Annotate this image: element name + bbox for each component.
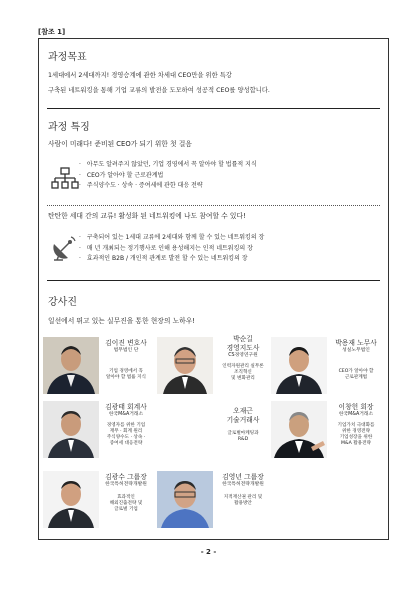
objectives-line-2: 구축된 네트워킹을 통해 기업 교류의 발전을 도모하여 성공적 CEO를 양성합니다. (48, 87, 270, 94)
lecturer-title: 기술거래사 (226, 416, 260, 424)
objectives-line-1: 1세대에서 2세대까지! 경영승계에 관한 차세대 CEO만을 위한 특강 (48, 72, 232, 79)
lecturer-desc: 기업가치 극대화를 (337, 422, 375, 428)
lecturer-org: 법무법인 단 (113, 348, 139, 353)
lecturer-desc: 글로벌 기업 (114, 506, 138, 512)
section-divider (47, 280, 380, 281)
features-block2-title: 탄탄한 세대 간의 교류! 활성화 된 네트워킹에 나도 참여할 수 있다! (48, 212, 246, 220)
lecturer-name: 김이진 변호사 (105, 339, 147, 347)
lecturers-subtitle: 일선에서 뛰고 있는 실무진을 통한 현장의 노하우! (48, 317, 196, 325)
lecturer-info (99, 473, 153, 513)
lecturer-photo (43, 471, 99, 528)
lecturer-name: 김영년 그룹장 (222, 473, 264, 481)
lecturer-photo (271, 337, 327, 394)
lecturer-name: 박순길 (233, 335, 253, 343)
lecturer-desc: 효과적인 (117, 494, 135, 500)
lecturer-org: 한국특허전략개발원 (222, 482, 264, 487)
list-item: · CEO가 알아야 할 근로관계법 (79, 171, 257, 182)
lecturer-desc: 활용방안 (234, 500, 252, 506)
lecturer-desc: 주식양수도 · 상속 · (106, 434, 146, 440)
content-frame (38, 38, 389, 540)
lecturer-desc: 조직혁신 (234, 369, 252, 375)
lecturer-desc: 증여세 대응전략 (109, 441, 143, 447)
features-heading: 과정 특징 (48, 122, 90, 133)
lecturer-info (216, 407, 270, 443)
lecturer-desc: 지적재산권 관리 및 (223, 494, 263, 500)
lecturer-desc: 기업 경영에서 꼭 (109, 368, 143, 374)
lecturer-desc: 및 변화관리 (231, 375, 255, 381)
lecturer-info (99, 339, 153, 381)
lecturer-desc: R&D (237, 437, 249, 443)
lecturer-photo (157, 337, 213, 394)
lecturer-org: 성실노무법인 (342, 348, 370, 353)
page-number: - 2 - (200, 548, 217, 556)
list-item: · 주식양수도 · 상속 · 증여세에 관한 대응 전략 (79, 181, 257, 192)
lecturer-photo (43, 401, 99, 458)
lecturer-desc: 경영자를 위한 기업 (106, 422, 146, 428)
lecturer-desc: 인력자원관리 실무론 (222, 363, 264, 369)
lecturer-name: 김광수 그룹장 (105, 473, 147, 481)
lecturer-name: 오재근 (233, 407, 253, 415)
list-item: · 효과적인 B2B / 개인적 관계로 발전 할 수 있는 네트워킹의 장 (79, 254, 264, 265)
lecturer-info (329, 403, 383, 447)
lecturer-desc: 위한 경영전략 (341, 428, 371, 434)
list-item: · 구축되어 있는 1세대 교류에 2세대와 함께 할 수 있는 네트워킹의 장 (79, 233, 264, 244)
features-block1-list (79, 160, 257, 192)
satellite-dish-icon (51, 235, 77, 261)
lecturer-name: 이창헌 회장 (338, 403, 374, 411)
lecturer-info (329, 339, 383, 381)
org-chart-icon (51, 167, 79, 191)
lecturer-desc: 글로벌마케팅과 (227, 431, 259, 436)
lecturer-desc: CEO가 알아야 할 (338, 368, 374, 374)
lecturer-org: 한국M&A거래소 (108, 412, 144, 417)
lecturer-name: 박용재 노무사 (335, 339, 377, 347)
features-block1-title: 사람이 미래다! 준비된 CEO가 되기 위한 첫 걸음 (48, 140, 192, 148)
lecturer-info (216, 473, 270, 507)
reference-label: [참조 1] (38, 28, 66, 36)
lecturers-heading: 강사진 (48, 297, 77, 308)
lecturer-info (216, 335, 270, 382)
lecturer-name: 김광태 회계사 (105, 403, 147, 411)
lecturer-info (99, 403, 153, 447)
section-divider (47, 108, 380, 109)
lecturer-title: 경영지도사 (226, 344, 260, 352)
features-block2-list (79, 233, 264, 265)
lecturer-desc: 재무 · 회계 원리 (109, 428, 143, 434)
list-item: · 매 년 개최되는 정기행사로 인해 용성해지는 인적 네트워킹의 장 (79, 244, 264, 255)
lecturer-org: 한국특허전략개발원 (105, 482, 147, 487)
lecturer-desc: 기업성장을 위한 (339, 434, 373, 440)
lecturer-org: 한국M&A거래소 (338, 412, 374, 417)
lecturer-photo (157, 471, 213, 528)
objectives-heading: 과정목표 (48, 52, 87, 63)
lecturer-desc: 해외진출전략 및 (109, 500, 143, 506)
lecturer-desc: 근로관계법 (344, 374, 368, 380)
list-item: · 아무도 알려주지 않았던, 기업 경영에서 꼭 알아야 할 법률적 지식 (79, 160, 257, 171)
lecturer-photo (43, 337, 99, 394)
lecturer-desc: 알아야 할 법률 지식 (106, 374, 146, 380)
lecturer-desc: M&A 활용전략 (341, 441, 371, 447)
lecturer-org: CS경영연구원 (228, 353, 258, 358)
dotted-divider (47, 205, 380, 206)
lecturer-photo (271, 401, 327, 458)
